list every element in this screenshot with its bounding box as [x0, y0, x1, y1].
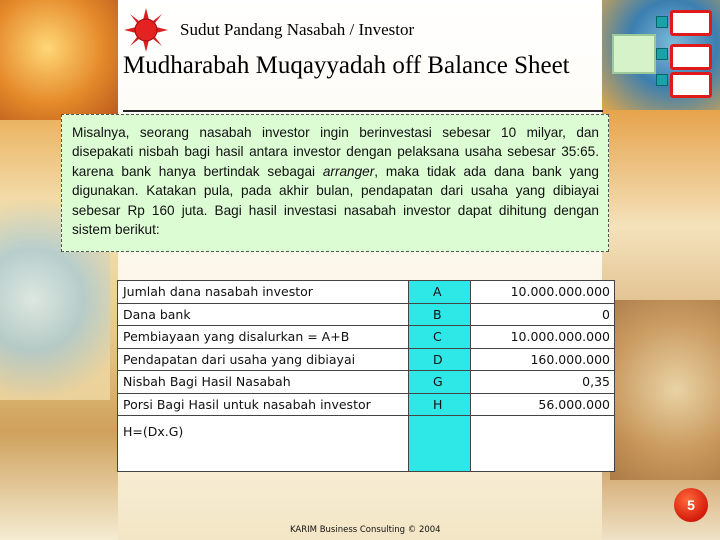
table-row: [118, 281, 615, 304]
table-cell-code: C: [409, 326, 471, 349]
title-divider: [123, 110, 603, 112]
table-cell-label: Pendapatan dari usaha yang dibiayai: [118, 348, 409, 371]
table-cell-code: G: [409, 371, 471, 394]
formula-row: [118, 416, 615, 472]
left-photo-top: [0, 0, 118, 120]
table-cell-value: 56.000.000: [471, 393, 615, 416]
sun-icon: [124, 8, 168, 52]
page-number-badge: 5: [674, 488, 708, 522]
green-square-icon: [612, 34, 656, 74]
red-box-icon: [670, 10, 712, 36]
table-row: [118, 326, 615, 349]
table-cell-code: H: [409, 393, 471, 416]
callout-text-part: , maka tidak ada dana bank yang digunakan. Katakan pula, pada akhir bulan, pendapatan dari usaha yang dibiayai sebesar Rp 160 juta. Bagi hasil investasi nasabah investor dapat dihitung dengan sistem berikut:: [72, 163, 599, 238]
callout-text: [72, 123, 599, 239]
red-box-icon: [670, 72, 712, 98]
formula-value-cell: [471, 416, 615, 472]
table-cell-value: 160.000.000: [471, 348, 615, 371]
table-cell-label: Porsi Bagi Hasil untuk nasabah investor: [118, 393, 409, 416]
table-cell-value: 0,35: [471, 371, 615, 394]
red-box-icon: [670, 44, 712, 70]
example-callout: [61, 114, 609, 252]
decorative-icon-stack: [612, 4, 712, 104]
left-decorative-photo: [0, 0, 118, 540]
slide-title: Mudharabah Muqayyadah off Balance Sheet: [123, 52, 570, 79]
table-cell-label: Pembiayaan yang disalurkan = A+B: [118, 326, 409, 349]
small-square-icon: [656, 16, 668, 28]
table-row: [118, 393, 615, 416]
small-square-icon: [656, 48, 668, 60]
table-cell-value: 10.000.000.000: [471, 281, 615, 304]
table-row: [118, 303, 615, 326]
table-cell-value: 10.000.000.000: [471, 326, 615, 349]
callout-text-part: Misalnya, seorang nasabah investor ingin berinvestasi sebesar 10 milyar, dan disepakati nisbah bagi hasil antara investor dengan pelaksana usaha sebesar 35:65. karena bank hanya bertindak sebagai: [72, 125, 599, 179]
small-square-icon: [656, 74, 668, 86]
table-cell-code: D: [409, 348, 471, 371]
table-cell-code: B: [409, 303, 471, 326]
table-cell-label: Jumlah dana nasabah investor: [118, 281, 409, 304]
table-cell-label: Nisbah Bagi Hasil Nasabah: [118, 371, 409, 394]
table-cell-value: 0: [471, 303, 615, 326]
calculation-table: [117, 280, 615, 472]
formula-cell: H=(Dx.G): [118, 416, 409, 472]
table-row: [118, 371, 615, 394]
table-row: [118, 348, 615, 371]
formula-code-cell: [409, 416, 471, 472]
callout-italic-term: arranger: [322, 163, 375, 179]
table-cell-label: Dana bank: [118, 303, 409, 326]
table-cell-code: A: [409, 281, 471, 304]
header-title: Sudut Pandang Nasabah / Investor: [180, 20, 415, 39]
footer-copyright: KARIM Business Consulting © 2004: [290, 525, 441, 535]
right-photo-bottom: [610, 300, 720, 480]
